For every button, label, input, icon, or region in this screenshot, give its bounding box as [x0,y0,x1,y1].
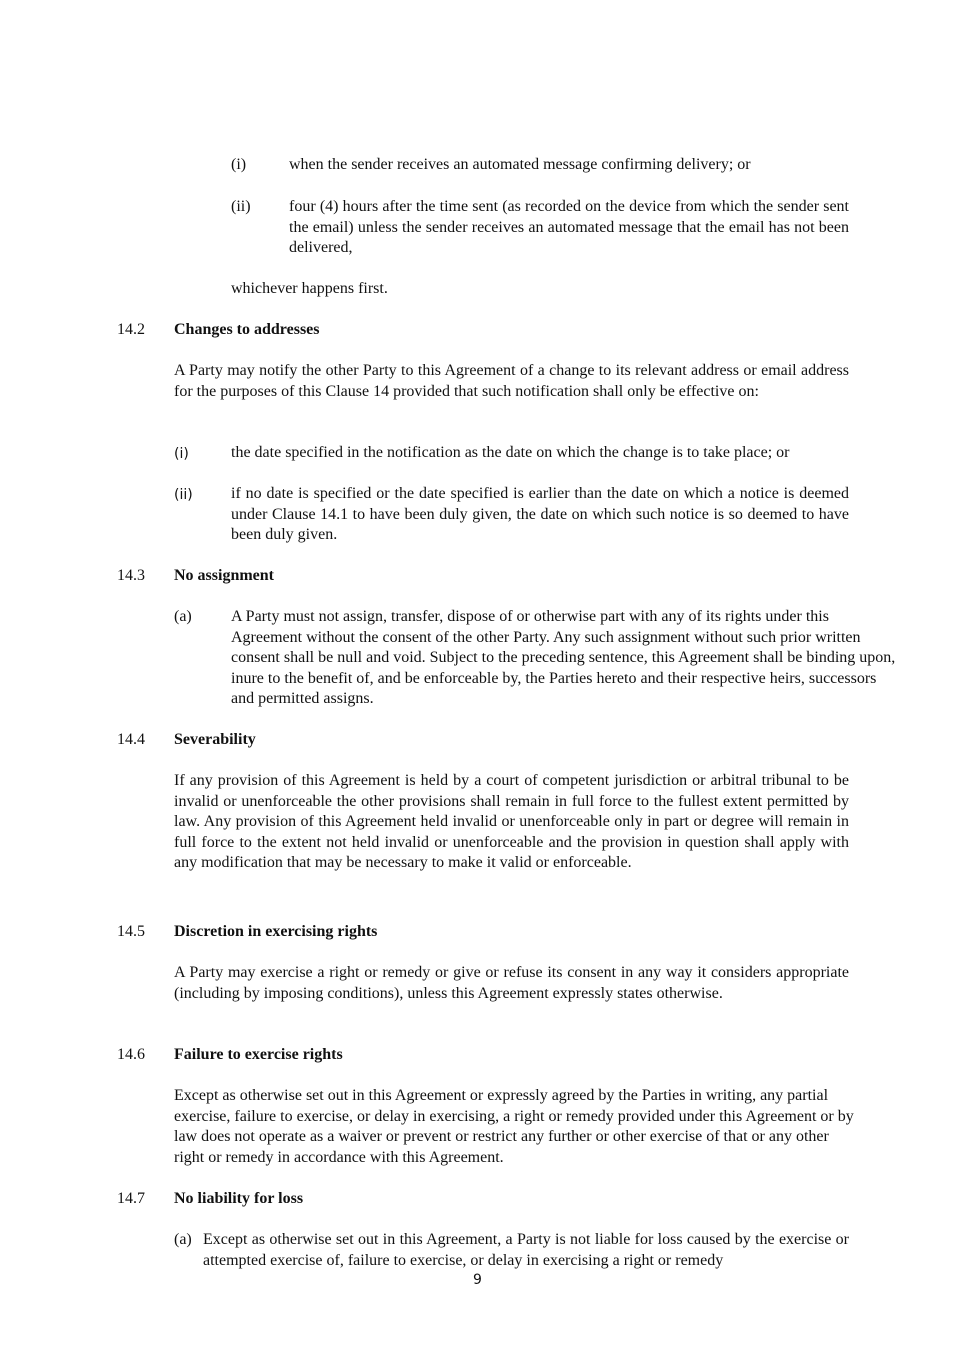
section-number: 14.7 [117,1190,145,1207]
section-heading: No liability for loss [174,1190,304,1207]
list-marker: (a) [174,608,192,625]
section-body: Except as otherwise set out in this Agreement or expressly agreed by the Parties in writing, any partial exercise, failure to exercise, or delay in exercising, a right or remedy provided under this Agreement or by law does not operate as a waiver or prevent or restrict any further or other exercise of that or any other right or remedy in accordance with this Agreement. [174,1087,854,1166]
list-marker: (ii) [231,198,251,215]
page-number: 9 [473,1272,482,1288]
list-item-text: when the sender receives an automated message confirming delivery; or [289,156,751,173]
list-item-text: Except as otherwise set out in this Agreement, a Party is not liable for loss caused by the exercise or attempted exercise of, failure to exercise, or delay in exercising a right or remedy [203,1231,849,1269]
list-item-text: A Party must not assign, transfer, dispose of or otherwise part with any of its rights under this Agreement without the consent of the other Party. Any such assignment without such prior written consent shall be null and void. Subject to the preceding sentence, this Agreement shall be binding upon, inure to the benefit of, and be enforceable by, the Parties hereto and their respective heirs, successors and permitted assigns. [231,608,896,708]
list-item-text: four (4) hours after the time sent (as recorded on the device from which the sender sent the email) unless the sender receives an automated message that the email has not been delivered, [289,198,849,257]
list-item-text: if no date is specified or the date specified is earlier than the date on which a notice is deemed under Clause 14.1 to have been duly given, the date on which such notice is so deemed to have been duly given. [231,485,849,544]
section-heading: Severability [174,731,256,748]
section-body: If any provision of this Agreement is held by a court of competent jurisdiction or arbitral tribunal to be invalid or unenforceable the other provisions shall remain in full force to the fullest extent permitted by law. Any provision of this Agreement held invalid or unenforceable only in part or degree will remain in full force to the extent not held invalid or unenforceable and the provision in question shall apply with any modification that may be necessary to make it valid or enforceable. [174,772,849,872]
list-marker: (ii) [174,487,193,503]
list-item-text: the date specified in the notification as the date on which the change is to take place; or [231,444,790,461]
list-marker: (a) [174,1231,192,1248]
section-number: 14.3 [117,567,145,584]
section-number: 14.2 [117,321,145,338]
section-heading: Discretion in exercising rights [174,923,378,940]
closing-text: whichever happens first. [231,280,388,297]
section-heading: No assignment [174,567,275,584]
list-marker: (i) [174,446,189,462]
section-heading: Changes to addresses [174,321,320,338]
section-number: 14.6 [117,1046,145,1063]
section-number: 14.4 [117,731,145,748]
section-heading: Failure to exercise rights [174,1046,343,1063]
section-body: A Party may notify the other Party to this Agreement of a change to its relevant address or email address for the purposes of this Clause 14 provided that such notification shall only be effective on: [174,362,849,400]
section-body: A Party may exercise a right or remedy or give or refuse its consent in any way it considers appropriate (including by imposing conditions), unless this Agreement expressly states otherwise. [174,964,849,1002]
section-number: 14.5 [117,923,145,940]
list-marker: (i) [231,156,247,173]
